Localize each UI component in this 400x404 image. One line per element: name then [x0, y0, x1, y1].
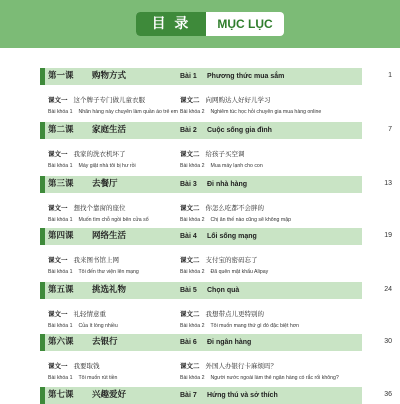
text-2-vi: Bài khóa 2 Nghiêm túc học hỏi chuyên gia mua hàng online [180, 109, 322, 115]
lesson-accent [40, 68, 45, 85]
lesson-texts [40, 85, 362, 113]
lesson-number-zh: 第六课 [48, 337, 74, 347]
text-1-vi: Bài khóa 1 Máy giặt nhà tôi bị hư rồi [48, 163, 136, 169]
text-2-vi: Bài khóa 2 Mua máy lạnh cho con [180, 163, 263, 169]
lesson-title-zh: 家庭生活 [92, 125, 127, 135]
text-2-zh: 课文二 支付宝的密码忘了 [180, 257, 258, 264]
lesson-texts [40, 245, 362, 273]
text-2-vi: Bài khóa 2 Chị ăn thế nào cũng sẽ không mập [180, 217, 291, 223]
lesson-3[interactable] [40, 176, 362, 221]
lesson-title-zh: 网络生活 [92, 231, 127, 241]
page-number: 7 [388, 126, 392, 133]
lesson-accent [40, 122, 45, 139]
lesson-texts [40, 139, 362, 167]
lesson-bar [40, 282, 362, 299]
lesson-number-vi: Bài 3 [180, 181, 197, 188]
toc-title-vi: MỤC LỤC [217, 17, 273, 31]
lesson-title-vi: Đi nhà hàng [207, 181, 248, 188]
lesson-title-zh: 去银行 [92, 337, 118, 347]
toc-header [0, 0, 400, 48]
lesson-title-vi: Cuộc sống gia đình [207, 127, 272, 134]
lesson-accent [40, 176, 45, 193]
text-2-zh: 课文二 我想带点儿更特别的 [180, 311, 264, 318]
lesson-bar [40, 68, 362, 85]
text-1-zh: 课文一 我来图书馆上网 [48, 257, 119, 264]
lesson-texts [40, 351, 362, 379]
lesson-texts [40, 193, 362, 221]
lesson-number-vi: Bài 1 [180, 73, 197, 80]
text-1-zh: 课文一 这个牌子专门做儿童衣服 [48, 97, 145, 104]
lesson-title-zh: 去餐厅 [92, 179, 118, 189]
lesson-title-zh: 兴趣爱好 [92, 390, 127, 400]
lesson-bar [40, 228, 362, 245]
page-number: 30 [384, 338, 392, 345]
lesson-title-vi: Phương thức mua sắm [207, 73, 285, 80]
page-number: 13 [384, 180, 392, 187]
lesson-7[interactable] [40, 387, 362, 404]
lesson-title-vi: Lối sống mạng [207, 233, 257, 240]
text-2-zh: 课文二 你怎么吃都不会胖的 [180, 205, 264, 212]
lesson-title-vi: Đi ngân hàng [207, 339, 252, 346]
lesson-title-vi: Hứng thú và sở thích [207, 392, 278, 399]
lesson-6[interactable] [40, 334, 362, 379]
text-1-zh: 课文一 我要取钱 [48, 363, 100, 370]
text-1-vi: Bài khóa 1 Tôi đến thư viện lên mạng [48, 269, 139, 275]
lesson-bar [40, 334, 362, 351]
text-1-vi: Bài khóa 1 Nhãn hàng này chuyên làm quần áo trẻ em [48, 109, 179, 115]
text-2-zh: 课文二 给孩子买空调 [180, 151, 245, 158]
page-number: 19 [384, 232, 392, 239]
text-2-zh: 课文二 向网购达人好好儿学习 [180, 97, 271, 104]
lesson-5[interactable] [40, 282, 362, 327]
lesson-number-vi: Bài 4 [180, 233, 197, 240]
lesson-number-zh: 第七课 [48, 390, 74, 400]
lesson-accent [40, 334, 45, 351]
lesson-2[interactable] [40, 122, 362, 167]
text-2-vi: Bài khóa 2 Người nước ngoài làm thẻ ngân hàng có rắc rối không? [180, 375, 339, 381]
toc-title-zh: 目 录 [136, 12, 206, 36]
text-2-zh: 课文二 外国人办银行卡麻烦吗？ [180, 363, 277, 370]
lesson-title-zh: 购物方式 [92, 71, 127, 81]
lesson-number-zh: 第二课 [48, 125, 74, 135]
page-number: 36 [384, 391, 392, 398]
lesson-number-vi: Bài 2 [180, 127, 197, 134]
lesson-bar [40, 176, 362, 193]
page-number: 24 [384, 286, 392, 293]
lesson-title-zh: 挑选礼物 [92, 285, 127, 295]
text-1-vi: Bài khóa 1 Tôi muốn rút tiền [48, 375, 118, 381]
text-1-vi: Bài khóa 1 Của ít lòng nhiều [48, 323, 118, 329]
lesson-accent [40, 282, 45, 299]
lesson-number-zh: 第三课 [48, 179, 74, 189]
text-1-zh: 课文一 礼轻情意重 [48, 311, 106, 318]
lesson-number-zh: 第五课 [48, 285, 74, 295]
lesson-number-zh: 第四课 [48, 231, 74, 241]
text-2-vi: Bài khóa 2 Tôi muốn mang thứ gì đó đặc biệt hơn [180, 323, 299, 329]
text-2-vi: Bài khóa 2 Đã quên mật khẩu Alipay [180, 269, 269, 275]
text-1-zh: 课文一 我家的洗衣机坏了 [48, 151, 126, 158]
text-1-vi: Bài khóa 1 Muốn tìm chỗ ngồi bên cửa sổ [48, 217, 149, 223]
page-number: 1 [388, 72, 392, 79]
lesson-bar [40, 122, 362, 139]
lesson-accent [40, 387, 45, 404]
toc-title-pill [136, 12, 284, 36]
lesson-4[interactable] [40, 228, 362, 273]
lesson-number-vi: Bài 5 [180, 287, 197, 294]
lesson-accent [40, 228, 45, 245]
text-1-zh: 课文一 想找个靠窗的座位 [48, 205, 126, 212]
lesson-texts [40, 299, 362, 327]
lesson-number-zh: 第一课 [48, 71, 74, 81]
lesson-1[interactable] [40, 68, 362, 113]
lesson-number-vi: Bài 7 [180, 392, 197, 399]
lesson-number-vi: Bài 6 [180, 339, 197, 346]
lesson-title-vi: Chọn quà [207, 287, 240, 294]
lesson-bar [40, 387, 362, 404]
